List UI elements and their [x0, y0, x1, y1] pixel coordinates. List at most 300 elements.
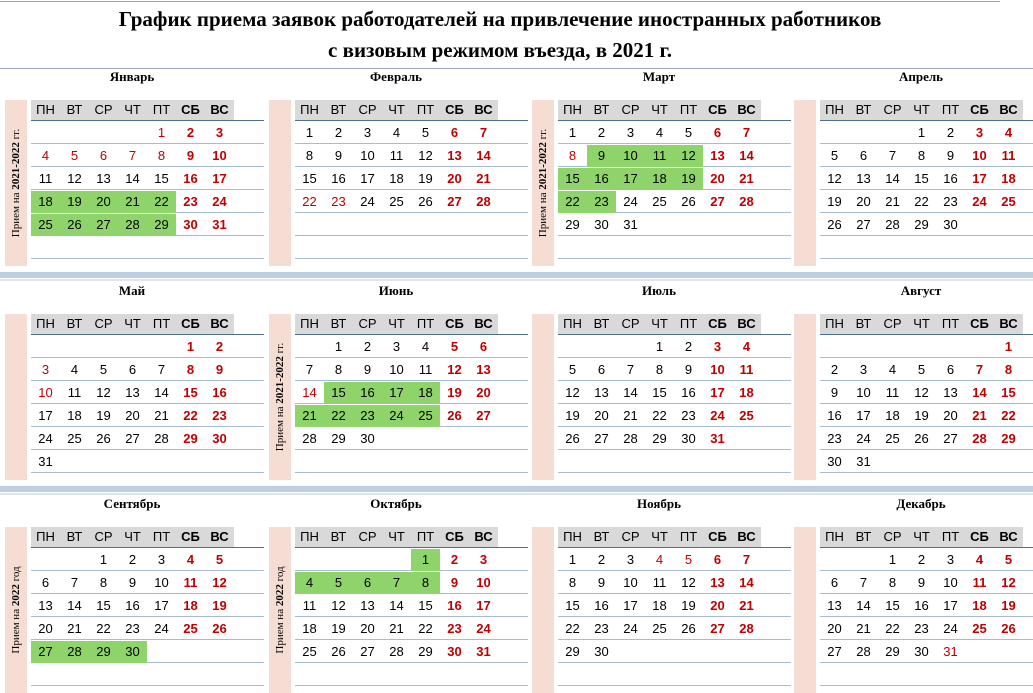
day-cell: 29 — [652, 431, 667, 446]
day-cell: 19 — [60, 191, 89, 213]
month-8-intake-label — [5, 527, 27, 693]
day-cell: 7 — [70, 575, 79, 590]
day-cell: 8 — [334, 362, 343, 377]
weekday-label: ВС — [210, 102, 229, 117]
day-cell: 29 — [147, 214, 176, 236]
weekday-label: ВС — [737, 529, 756, 544]
day-cell: 10 — [476, 575, 491, 590]
weekday-label: СБ — [708, 529, 727, 544]
day-cell: 28 — [118, 214, 147, 236]
weekday-label: ПН — [300, 102, 319, 117]
day-cell: 17 — [476, 598, 491, 613]
weekday-label: ВТ — [66, 316, 83, 331]
day-cell: 22 — [324, 405, 353, 427]
day-cell: 26 — [1001, 621, 1016, 636]
day-cell: 15 — [418, 598, 433, 613]
day-cell: 25 — [1001, 194, 1016, 209]
day-cell: 24 — [382, 405, 411, 427]
title-line-1: График приема заявок работодателей на привлечение иностранных работников — [118, 7, 882, 31]
header-rule — [558, 547, 791, 548]
day-cell: 20 — [856, 194, 871, 209]
day-cell: 10 — [360, 148, 375, 163]
day-cell: 12 — [674, 145, 703, 167]
day-cell: 18 — [389, 171, 404, 186]
day-cell: 30 — [681, 431, 696, 446]
header-rule — [295, 547, 528, 548]
weekday-label: ЧТ — [124, 102, 141, 117]
day-cell: 26 — [827, 217, 842, 232]
weekday-label: СР — [94, 102, 113, 117]
day-cell: 9 — [946, 148, 955, 163]
day-cell: 2 — [597, 552, 606, 567]
day-cell: 1 — [186, 339, 195, 354]
day-cell: 10 — [943, 575, 958, 590]
day-cell: 28 — [154, 431, 169, 446]
day-cell: 20 — [89, 191, 118, 213]
day-cell: 6 — [713, 125, 722, 140]
day-cell: 13 — [710, 148, 725, 163]
day-cell: 16 — [331, 171, 346, 186]
weekday-label: СР — [621, 102, 640, 117]
day-cell: 13 — [360, 598, 375, 613]
weekday-label: СБ — [970, 529, 989, 544]
day-cell: 30 — [943, 217, 958, 232]
day-cell: 28 — [60, 641, 89, 663]
month-0-intake-label — [5, 100, 27, 266]
month-11-weekday-header — [820, 527, 1023, 547]
day-cell: 28 — [302, 431, 317, 446]
day-cell: 15 — [885, 598, 900, 613]
day-cell: 3 — [626, 125, 635, 140]
day-cell: 25 — [739, 408, 754, 423]
month-4-name: Май — [118, 283, 146, 298]
day-cell: 16 — [587, 168, 616, 190]
day-cell: 18 — [885, 408, 900, 423]
day-cell: 13 — [856, 171, 871, 186]
day-cell: 5 — [917, 362, 926, 377]
weekday-label: ПТ — [152, 102, 171, 117]
day-cell: 6 — [450, 125, 459, 140]
weekday-label: СР — [358, 316, 377, 331]
day-cell: 26 — [681, 194, 696, 209]
month-2-weekday-header — [558, 100, 761, 120]
day-cell: 4 — [41, 148, 50, 163]
day-cell: 27 — [31, 641, 60, 663]
day-cell: 29 — [331, 431, 346, 446]
day-cell: 9 — [450, 575, 459, 590]
day-cell: 15 — [1001, 385, 1016, 400]
day-cell: 1 — [568, 552, 577, 567]
weekday-label: ЧТ — [124, 529, 141, 544]
day-cell: 21 — [118, 191, 147, 213]
day-cell: 5 — [99, 362, 108, 377]
day-cell: 26 — [447, 408, 462, 423]
header-rule — [820, 334, 1033, 335]
day-cell: 2 — [128, 552, 137, 567]
weekday-label: ПН — [36, 316, 55, 331]
day-cell: 9 — [587, 145, 616, 167]
day-cell: 22 — [914, 194, 929, 209]
header-rule — [295, 120, 528, 121]
day-cell: 30 — [360, 431, 375, 446]
top-rule — [0, 1, 1000, 2]
day-cell: 16 — [183, 171, 198, 186]
day-cell: 18 — [972, 598, 987, 613]
day-cell: 21 — [476, 171, 491, 186]
day-cell: 17 — [382, 382, 411, 404]
day-cell: 16 — [681, 385, 696, 400]
day-cell: 19 — [827, 194, 842, 209]
day-cell: 14 — [885, 171, 900, 186]
month-9-name: Октябрь — [370, 496, 422, 511]
day-cell: 15 — [324, 382, 353, 404]
day-cell: 13 — [476, 362, 491, 377]
day-cell: 14 — [302, 385, 317, 400]
weekday-label: ПН — [563, 316, 582, 331]
title-line-2: с визовым режимом въезда, в 2021 г. — [328, 38, 672, 62]
day-cell: 7 — [859, 575, 868, 590]
weekday-label: ПН — [300, 316, 319, 331]
day-cell: 9 — [830, 385, 839, 400]
day-cell: 31 — [623, 217, 638, 232]
day-cell: 4 — [392, 125, 401, 140]
week-rule — [295, 258, 528, 259]
intake-label-text: Прием на 2021-2022 гг. — [10, 128, 22, 238]
month-11-name: Декабрь — [896, 496, 946, 511]
day-cell: 21 — [154, 408, 169, 423]
day-cell: 28 — [739, 194, 754, 209]
day-cell: 20 — [476, 385, 491, 400]
day-cell: 13 — [125, 385, 140, 400]
day-cell: 15 — [183, 385, 198, 400]
day-cell: 12 — [418, 148, 433, 163]
day-cell: 19 — [681, 598, 696, 613]
day-cell: 11 — [645, 145, 674, 167]
weekday-label: ПН — [563, 102, 582, 117]
day-cell: 22 — [565, 621, 580, 636]
day-cell: 25 — [389, 194, 404, 209]
day-cell: 1 — [305, 125, 314, 140]
day-cell: 3 — [157, 552, 166, 567]
header-rule — [558, 120, 791, 121]
weekday-label: СБ — [181, 316, 200, 331]
day-cell: 17 — [943, 598, 958, 613]
month-1-side-band — [269, 100, 291, 266]
day-cell: 11 — [1001, 148, 1016, 163]
day-cell: 24 — [38, 431, 53, 446]
weekday-label: ПТ — [679, 102, 698, 117]
weekday-label: ЧТ — [913, 529, 930, 544]
day-cell: 6 — [597, 362, 606, 377]
day-cell: 9 — [334, 148, 343, 163]
header-rule — [820, 120, 1033, 121]
month-1-name: Февраль — [370, 69, 422, 84]
day-cell: 4 — [655, 552, 664, 567]
weekday-label: СБ — [445, 102, 464, 117]
day-cell: 1 — [99, 552, 108, 567]
day-cell: 29 — [418, 644, 433, 659]
day-cell: 17 — [972, 171, 987, 186]
month-6-weekday-header — [558, 314, 761, 334]
day-cell: 29 — [914, 217, 929, 232]
day-cell: 17 — [38, 408, 53, 423]
weekday-label: СР — [94, 529, 113, 544]
month-7-weekday-header — [820, 314, 1023, 334]
day-cell: 31 — [38, 454, 53, 469]
month-2-intake-label — [532, 100, 554, 266]
day-cell: 10 — [616, 145, 645, 167]
day-cell: 27 — [89, 214, 118, 236]
day-cell: 10 — [856, 385, 871, 400]
weekday-label: ВТ — [66, 102, 83, 117]
month-2-name: Март — [642, 69, 676, 84]
day-cell: 24 — [856, 431, 871, 446]
day-cell: 25 — [302, 644, 317, 659]
day-cell: 3 — [946, 552, 955, 567]
day-cell: 8 — [186, 362, 195, 377]
weekday-label: ВС — [999, 529, 1018, 544]
day-cell: 12 — [212, 575, 227, 590]
day-cell: 7 — [888, 148, 897, 163]
month-8-weekday-header — [31, 527, 234, 547]
month-10-side-band — [532, 527, 554, 693]
weekday-label: ПН — [36, 102, 55, 117]
day-cell: 19 — [418, 171, 433, 186]
weekday-label: ЧТ — [651, 529, 668, 544]
day-cell: 4 — [70, 362, 79, 377]
weekday-label: ЧТ — [388, 529, 405, 544]
day-cell: 12 — [447, 362, 462, 377]
day-cell: 6 — [946, 362, 955, 377]
day-cell: 28 — [476, 194, 491, 209]
day-cell: 1 — [568, 125, 577, 140]
day-cell: 28 — [739, 621, 754, 636]
day-cell: 30 — [827, 454, 842, 469]
day-cell: 10 — [623, 575, 638, 590]
day-cell: 2 — [917, 552, 926, 567]
day-cell: 28 — [885, 217, 900, 232]
day-cell: 6 — [128, 362, 137, 377]
day-cell: 12 — [1001, 575, 1016, 590]
day-cell: 5 — [215, 552, 224, 567]
weekday-label: СБ — [181, 102, 200, 117]
day-cell: 19 — [331, 621, 346, 636]
weekday-label: ВТ — [855, 529, 872, 544]
day-cell: 22 — [885, 621, 900, 636]
day-cell: 10 — [38, 385, 53, 400]
day-cell: 28 — [856, 644, 871, 659]
day-cell: 8 — [157, 148, 166, 163]
day-cell: 23 — [594, 621, 609, 636]
weekday-label: ВС — [474, 102, 493, 117]
day-cell: 7 — [626, 362, 635, 377]
header-rule — [558, 334, 791, 335]
day-cell: 12 — [565, 385, 580, 400]
month-5-weekday-header — [295, 314, 498, 334]
day-cell: 30 — [914, 644, 929, 659]
day-cell: 29 — [1001, 431, 1016, 446]
weekday-label: ЧТ — [651, 316, 668, 331]
day-cell: 20 — [827, 621, 842, 636]
day-cell: 19 — [674, 168, 703, 190]
weekday-label: ВТ — [855, 102, 872, 117]
weekday-label: ПН — [36, 529, 55, 544]
day-cell: 15 — [154, 171, 169, 186]
day-cell: 11 — [389, 148, 404, 163]
day-cell: 15 — [652, 385, 667, 400]
intake-label-text: Прием на 2021-2022 гг. — [274, 342, 286, 452]
day-cell: 1 — [334, 339, 343, 354]
day-cell: 4 — [655, 125, 664, 140]
weekday-label: ВТ — [330, 316, 347, 331]
day-cell: 24 — [943, 621, 958, 636]
day-cell: 24 — [360, 194, 375, 209]
day-cell: 1 — [157, 125, 166, 140]
day-cell: 8 — [305, 148, 314, 163]
day-cell: 25 — [652, 621, 667, 636]
day-cell: 13 — [827, 598, 842, 613]
day-cell: 2 — [363, 339, 372, 354]
day-cell: 23 — [587, 191, 616, 213]
day-cell: 21 — [295, 405, 324, 427]
day-cell: 18 — [411, 382, 440, 404]
day-cell: 14 — [623, 385, 638, 400]
day-cell: 2 — [450, 552, 459, 567]
day-cell: 22 — [1001, 408, 1016, 423]
day-cell: 1 — [655, 339, 664, 354]
weekday-label: ВС — [474, 316, 493, 331]
day-cell: 17 — [360, 171, 375, 186]
weekday-label: СБ — [445, 316, 464, 331]
day-cell: 20 — [447, 171, 462, 186]
weekday-label: ПТ — [941, 316, 960, 331]
day-cell: 23 — [125, 621, 140, 636]
day-cell: 13 — [594, 385, 609, 400]
day-cell: 24 — [972, 194, 987, 209]
header-rule — [31, 334, 264, 335]
weekday-label: ПТ — [416, 102, 435, 117]
day-cell: 3 — [41, 362, 50, 377]
day-cell: 22 — [302, 194, 317, 209]
day-cell: 12 — [96, 385, 111, 400]
day-cell: 11 — [302, 598, 317, 613]
day-cell: 5 — [421, 125, 430, 140]
day-cell: 16 — [353, 382, 382, 404]
day-cell: 7 — [742, 552, 751, 567]
month-6-side-band — [532, 314, 554, 480]
day-cell: 25 — [652, 194, 667, 209]
day-cell: 20 — [38, 621, 53, 636]
weekday-label: ЧТ — [913, 102, 930, 117]
day-cell: 29 — [565, 644, 580, 659]
day-cell: 30 — [594, 644, 609, 659]
weekday-label: ВС — [999, 102, 1018, 117]
weekday-label: ЧТ — [651, 102, 668, 117]
day-cell: 16 — [827, 408, 842, 423]
day-cell: 21 — [739, 598, 754, 613]
day-cell: 7 — [128, 148, 137, 163]
day-cell: 8 — [888, 575, 897, 590]
day-cell: 14 — [739, 148, 754, 163]
day-cell: 27 — [827, 644, 842, 659]
month-0-name: Январь — [109, 69, 155, 84]
weekday-label: ВС — [737, 316, 756, 331]
weekday-label: СБ — [445, 529, 464, 544]
weekday-label: ПН — [825, 102, 844, 117]
weekday-label: ЧТ — [388, 102, 405, 117]
day-cell: 10 — [710, 362, 725, 377]
day-cell: 17 — [856, 408, 871, 423]
day-cell: 24 — [154, 621, 169, 636]
day-cell: 9 — [128, 575, 137, 590]
day-cell: 12 — [827, 171, 842, 186]
day-cell: 4 — [186, 552, 195, 567]
month-9-weekday-header — [295, 527, 498, 547]
weekday-label: ПТ — [152, 316, 171, 331]
day-cell: 30 — [594, 217, 609, 232]
day-cell: 14 — [389, 598, 404, 613]
day-cell: 31 — [212, 217, 227, 232]
month-3-weekday-header — [820, 100, 1023, 120]
day-cell: 10 — [154, 575, 169, 590]
weekday-label: ВТ — [330, 102, 347, 117]
day-cell: 24 — [623, 621, 638, 636]
week-rule — [820, 685, 1033, 686]
day-cell: 2 — [215, 339, 224, 354]
day-cell: 19 — [212, 598, 227, 613]
day-cell: 29 — [183, 431, 198, 446]
day-cell: 19 — [447, 385, 462, 400]
row-separator — [0, 493, 1033, 495]
weekday-label: ВТ — [855, 316, 872, 331]
weekday-label: СР — [621, 316, 640, 331]
day-cell: 14 — [154, 385, 169, 400]
day-cell: 8 — [411, 572, 440, 594]
day-cell: 17 — [154, 598, 169, 613]
day-cell: 23 — [331, 194, 346, 209]
page-title — [0, 4, 1000, 66]
day-cell: 31 — [856, 454, 871, 469]
day-cell: 26 — [565, 431, 580, 446]
day-cell: 14 — [476, 148, 491, 163]
day-cell: 11 — [418, 362, 433, 377]
day-cell: 18 — [31, 191, 60, 213]
day-cell: 31 — [943, 644, 958, 659]
day-cell: 27 — [447, 194, 462, 209]
day-cell: 22 — [418, 621, 433, 636]
day-cell: 9 — [363, 362, 372, 377]
day-cell: 2 — [186, 125, 195, 140]
day-cell: 16 — [594, 598, 609, 613]
day-cell: 3 — [713, 339, 722, 354]
day-cell: 25 — [183, 621, 198, 636]
month-1-weekday-header — [295, 100, 498, 120]
day-cell: 24 — [212, 194, 227, 209]
day-cell: 21 — [972, 408, 987, 423]
day-cell: 24 — [476, 621, 491, 636]
day-cell: 9 — [597, 575, 606, 590]
day-cell: 21 — [67, 621, 82, 636]
day-cell: 30 — [447, 644, 462, 659]
weekday-label: ВТ — [593, 102, 610, 117]
day-cell: 22 — [558, 191, 587, 213]
day-cell: 17 — [616, 168, 645, 190]
weekday-label: ВТ — [593, 316, 610, 331]
week-rule — [31, 472, 264, 473]
day-cell: 20 — [943, 408, 958, 423]
day-cell: 20 — [710, 598, 725, 613]
day-cell: 29 — [885, 644, 900, 659]
